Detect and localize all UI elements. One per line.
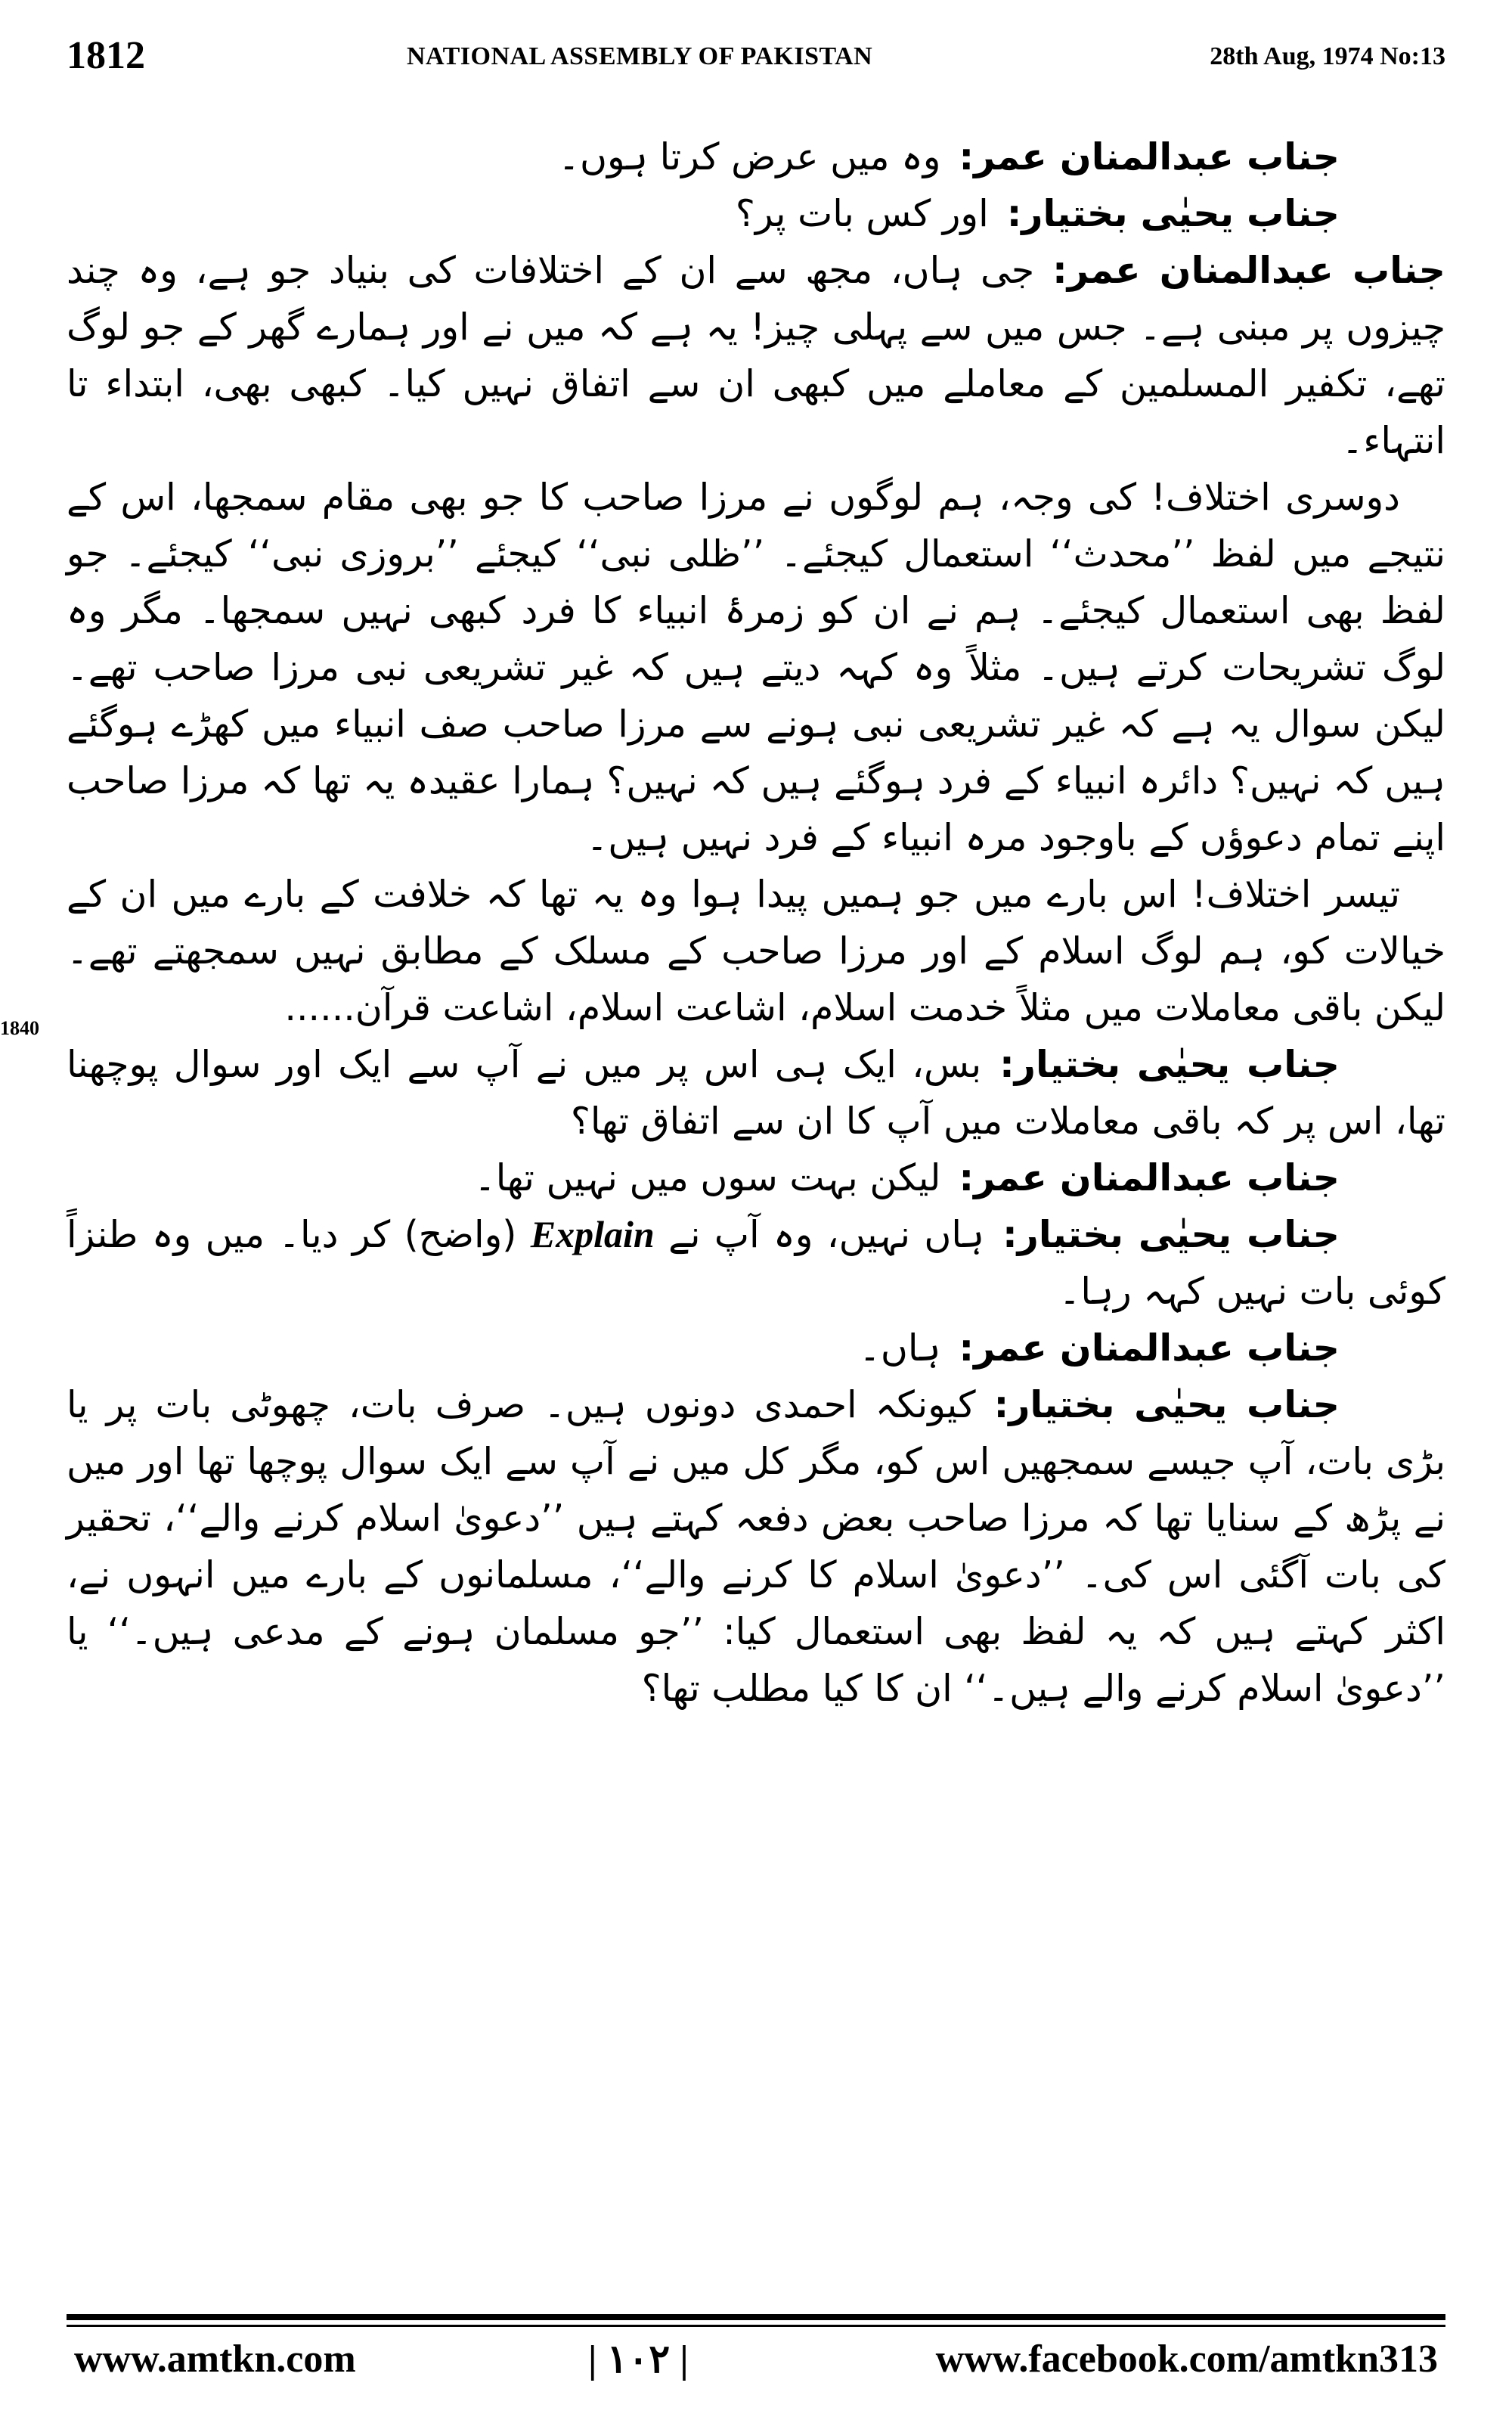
footer-divider-thick [67, 2314, 1445, 2320]
speech-text: (واضح) کر دیا۔ میں وہ طنزاً کوئی بات نہیں کہہ رہا۔ [67, 1213, 1445, 1313]
speech-text: کیونکہ احمدی دونوں ہیں۔ صرف بات، چھوٹی بات پر یا بڑی بات، آپ جیسے سمجھیں اس کو، مگر کل میں نے آپ سے ایک سوال پوچھا تھا اور میں نے پڑھ کے سنایا تھا کہ مرزا صاحب بعض دفعہ کہتے ہیں ’’دعویٰ اسلام کرنے والے‘‘، تحقیر کی بات آگئی اس کی۔ ’’دعویٰ اسلام کا کرنے والے‘‘، مسلمانوں کے بارے میں انہوں نے، اکثر کہتے ہیں کہ یہ لفظ بھی استعمال کیا: ’’جو مسلمان ہونے کے مدعی ہیں۔‘‘ یا ’’دعویٰ اسلام کرنے والے ہیں۔‘‘ ان کا کیا مطلب تھا؟ [67, 1383, 1446, 1710]
paragraph [67, 1036, 1445, 1150]
speaker-name: جناب یحیٰی بختیار: [1006, 192, 1340, 235]
page-number: 1812 [67, 34, 145, 77]
speech-text: لیکن بہت سوں میں نہیں تھا۔ [474, 1156, 941, 1199]
speech-text: ہاں۔ [859, 1326, 941, 1370]
paragraph [67, 469, 1445, 866]
speech-text: جی ہاں، مجھ سے ان کے اختلافات کی بنیاد جو ہے، وہ چند چیزوں پر مبنی ہے۔ جس میں سے پہلی چیز! یہ ہے کہ میں نے اور ہمارے گھر کے جو لوگ تھے، تکفیر المسلمین کے معاملے میں کبھی ان سے اتفاق نہیں کیا۔ کبھی بھی، ابتداء تا انتہاء۔ [67, 249, 1445, 462]
speaker-name: جناب یحیٰی بختیار: [1002, 1213, 1340, 1256]
transcript-body [67, 129, 1445, 1717]
speech-text: اور کس بات پر؟ [735, 192, 989, 235]
paragraph [67, 1150, 1445, 1206]
speech-text: تیسر اختلاف! اس بارے میں جو ہمیں پیدا ہوا وہ یہ تھا کہ خلافت کے بارے میں ان کے خیالات کو، ہم لوگ اسلام کے اور مرزا صاحب کے مسلک کے مطابق نہیں سمجھتے تھے۔ لیکن باقی معاملات میں مثلاً خدمت اسلام، اشاعت اسلام، اشاعت قرآن...... [67, 873, 1445, 1029]
footer-divider-thin [67, 2325, 1445, 2327]
speaker-name: جناب عبدالمنان عمر: [959, 1156, 1340, 1199]
speaker-name: جناب یحیٰی بختیار: [999, 1043, 1340, 1086]
paragraph [67, 185, 1445, 242]
english-term: Explain [530, 1213, 655, 1255]
page-header [67, 33, 1445, 86]
paragraph [67, 866, 1445, 1036]
speech-text: ہاں نہیں، وہ آپ نے [668, 1213, 985, 1256]
speaker-name: جناب عبدالمنان عمر: [1052, 249, 1445, 292]
speech-text: وہ میں عرض کرتا ہوں۔ [558, 135, 941, 178]
facebook-link[interactable]: www.facebook.com/amtkn313 [935, 2338, 1438, 2381]
speech-text: دوسری اختلاف! کی وجہ، ہم لوگوں نے مرزا صاحب کا جو بھی مقام سمجھا، اس کے نتیجے میں لفظ ’’محدث‘‘ استعمال کیجئے۔ ’’ظلی نبی‘‘ کیجئے ’’بروزی نبی‘‘ کیجئے۔ جو لفظ بھی استعمال کیجئے۔ ہم نے ان کو زمرۂ انبیاء کا فرد کبھی نہیں سمجھا۔ مگر وہ لوگ تشریحات کرتے ہیں۔ مثلاً وہ کہہ دیتے ہیں کہ غیر تشریعی نبی مرزا صاحب تھے۔ لیکن سوال یہ ہے کہ غیر تشریعی نبی ہونے سے مرزا صاحب صف انبیاء میں کھڑے ہوگئے ہیں کہ نہیں؟ دائرہ انبیاء کے فرد ہوگئے ہیں کہ نہیں؟ ہمارا عقیدہ یہ تھا کہ مرزا صاحب اپنے تمام دعوؤں کے باوجود مرہ انبیاء کے فرد نہیں ہیں۔ [67, 476, 1445, 859]
paragraph [67, 129, 1445, 185]
header-title: NATIONAL ASSEMBLY OF PAKISTAN [407, 42, 873, 70]
speaker-name: جناب عبدالمنان عمر: [959, 135, 1340, 178]
paragraph [67, 1206, 1445, 1320]
paragraph [67, 242, 1445, 469]
speech-text: بس، ایک ہی اس پر میں نے آپ سے ایک اور سوال پوچھنا تھا، اس پر کہ باقی معاملات میں آپ کا ان سے اتفاق تھا؟ [67, 1043, 1445, 1143]
page-footer [67, 2337, 1445, 2397]
website-link[interactable]: www.amtkn.com [74, 2338, 356, 2381]
speaker-name: جناب یحیٰی بختیار: [993, 1383, 1340, 1426]
paragraph [67, 1320, 1445, 1376]
header-date-number: 28th Aug, 1974 No:13 [1210, 42, 1445, 70]
paragraph [67, 1376, 1445, 1717]
margin-reference-number: 1840 [0, 1017, 39, 1039]
footer-page-number: | ۱۰۲ | [588, 2338, 689, 2381]
speaker-name: جناب عبدالمنان عمر: [959, 1326, 1340, 1370]
